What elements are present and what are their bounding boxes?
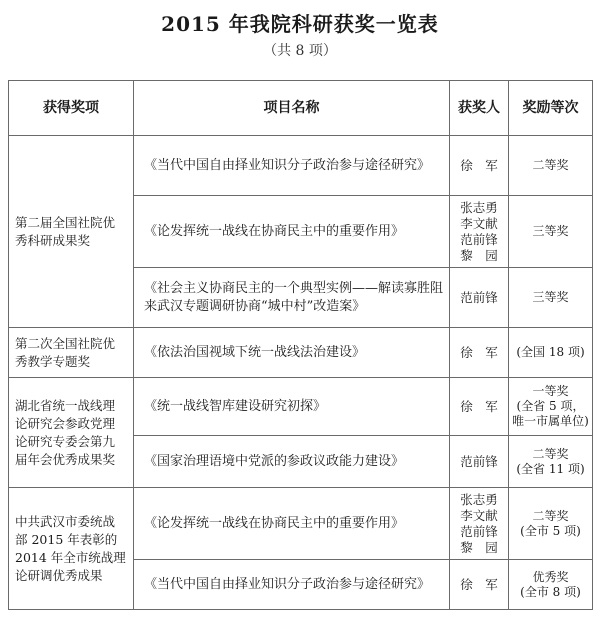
winner-cell xyxy=(450,136,509,196)
grade-cell xyxy=(509,488,593,560)
table-row xyxy=(9,488,593,560)
grade-text: 二等奖 xyxy=(532,158,569,172)
winner-cell xyxy=(450,378,509,436)
grade-text: 二等奖 xyxy=(532,508,569,523)
winner-name: 黎 园 xyxy=(460,247,498,263)
award-category: 第二次全国社院优秀教学专题奖 xyxy=(9,328,134,378)
winner-name: 黎 园 xyxy=(460,539,498,555)
page-title: 2015 年我院科研获奖一览表 xyxy=(161,12,439,36)
awards-table xyxy=(8,80,593,610)
winner-name: 徐 军 xyxy=(460,344,498,360)
winner-name: 范前锋 xyxy=(460,523,498,539)
grade-text: 三等奖 xyxy=(532,290,569,304)
header-award: 获得奖项 xyxy=(9,81,134,136)
table-row xyxy=(9,136,593,196)
winner-name: 李文献 xyxy=(460,507,498,523)
grade-text: (全国 18 项) xyxy=(516,345,585,359)
winner-cell xyxy=(450,268,509,328)
winner-name: 范前锋 xyxy=(460,289,498,305)
award-category: 中共武汉市委统战部 2015 年表彰的 2014 年全市统战理论研调优秀成果 xyxy=(9,488,134,610)
grade-cell xyxy=(509,328,593,378)
project-name: 《论发挥统一战线在协商民主中的重要作用》 xyxy=(134,488,450,560)
table-row xyxy=(9,378,593,436)
winner-cell xyxy=(450,488,509,560)
project-name: 《依法治国视域下统一战线法治建设》 xyxy=(134,328,450,378)
header-winner: 获奖人 xyxy=(450,81,509,136)
project-name: 《当代中国自由择业知识分子政治参与途径研究》 xyxy=(134,136,450,196)
grade-note: (全市 5 项) xyxy=(520,523,581,538)
grade-note: (全省 5 项， xyxy=(516,399,585,413)
grade-note: 唯一市属单位) xyxy=(512,414,589,428)
project-name: 《国家治理语境中党派的参政议政能力建设》 xyxy=(134,436,450,488)
grade-note: (全市 8 项) xyxy=(520,584,581,599)
header-grade: 奖励等次 xyxy=(509,81,593,136)
winner-name: 徐 军 xyxy=(460,157,498,173)
grade-cell xyxy=(509,378,593,436)
winner-cell xyxy=(450,560,509,610)
winner-name: 徐 军 xyxy=(460,576,498,592)
table-row xyxy=(9,328,593,378)
grade-text: 三等奖 xyxy=(532,224,569,238)
winner-cell xyxy=(450,328,509,378)
award-category: 湖北省统一战线理论研究会参政党理论研究专委会第九届年会优秀成果奖 xyxy=(9,378,134,488)
project-name: 《论发挥统一战线在协商民主中的重要作用》 xyxy=(134,196,450,268)
page-subtitle: （共 8 项） xyxy=(263,43,337,59)
grade-text: 二等奖 xyxy=(532,446,569,461)
award-category: 第二届全国社院优秀科研成果奖 xyxy=(9,136,134,328)
grade-cell xyxy=(509,136,593,196)
grade-cell xyxy=(509,196,593,268)
grade-cell xyxy=(509,436,593,488)
winner-cell xyxy=(450,196,509,268)
grade-cell xyxy=(509,560,593,610)
project-name: 《当代中国自由择业知识分子政治参与途径研究》 xyxy=(134,560,450,610)
project-name: 《社会主义协商民主的一个典型实例——解读寡胜阻来武汉专题调研协商“城中村”改造案》 xyxy=(134,268,450,328)
grade-text: 优秀奖 xyxy=(532,569,569,584)
winner-name: 张志勇 xyxy=(460,491,498,507)
winner-name: 徐 军 xyxy=(460,398,498,414)
table-header-row xyxy=(9,81,593,136)
grade-cell xyxy=(509,268,593,328)
winner-name: 范前锋 xyxy=(460,231,498,247)
header-project: 项目名称 xyxy=(134,81,450,136)
winner-name: 张志勇 xyxy=(460,199,498,215)
project-name: 《统一战线智库建设研究初探》 xyxy=(134,378,450,436)
grade-note: (全省 11 项) xyxy=(516,461,585,476)
winner-name: 范前锋 xyxy=(460,453,498,469)
winner-name: 李文献 xyxy=(460,215,498,231)
winner-cell xyxy=(450,436,509,488)
grade-text: 一等奖 xyxy=(532,384,569,398)
